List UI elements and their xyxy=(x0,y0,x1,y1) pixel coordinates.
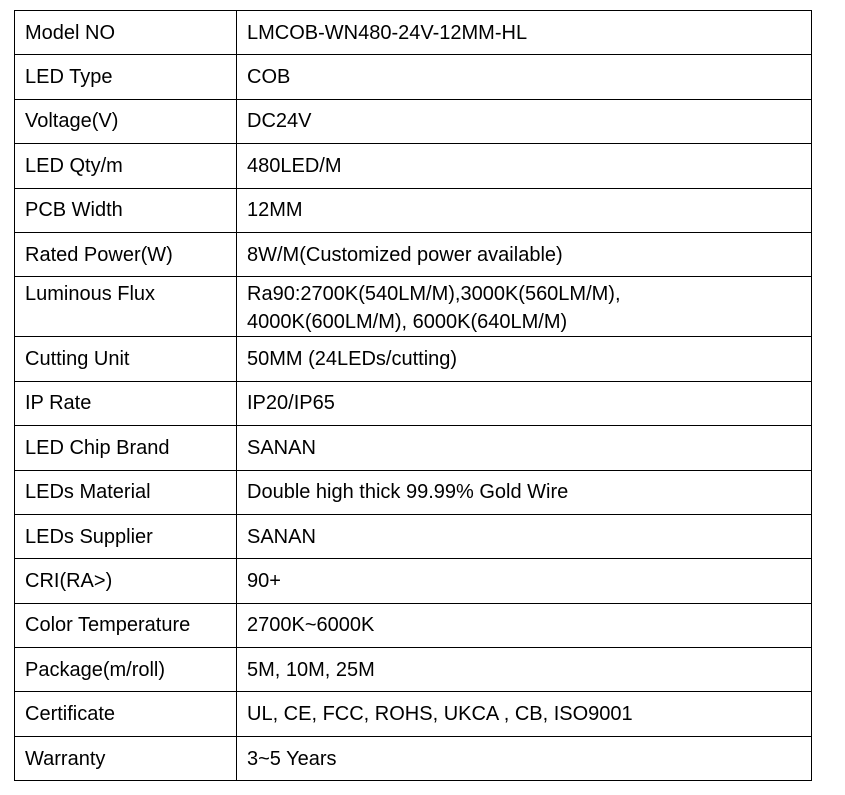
spec-value-line: 5M, 10M, 25M xyxy=(247,658,375,681)
table-row xyxy=(15,470,812,514)
spec-label: IP Rate xyxy=(15,381,237,425)
spec-table-body xyxy=(15,11,812,781)
table-row xyxy=(15,277,812,337)
spec-label: Color Temperature xyxy=(15,603,237,647)
spec-label: LED Qty/m xyxy=(15,144,237,188)
spec-label: LEDs Supplier xyxy=(15,514,237,558)
table-row xyxy=(15,188,812,232)
spec-label: Cutting Unit xyxy=(15,337,237,381)
spec-value-line: Double high thick 99.99% Gold Wire xyxy=(247,481,569,504)
spec-value xyxy=(237,11,812,55)
spec-value xyxy=(237,232,812,276)
spec-value xyxy=(237,188,812,232)
spec-value-line: Ra90:2700K(540LM/M),3000K(560LM/M), xyxy=(247,283,621,306)
spec-label: LED Type xyxy=(15,55,237,99)
spec-value xyxy=(237,603,812,647)
spec-value-line: 3~5 Years xyxy=(247,747,337,770)
spec-value xyxy=(237,559,812,603)
spec-label: Rated Power(W) xyxy=(15,232,237,276)
spec-value-line: 50MM (24LEDs/cutting) xyxy=(247,348,458,371)
spec-value-line: COB xyxy=(247,66,291,89)
table-row xyxy=(15,692,812,736)
spec-value xyxy=(237,692,812,736)
spec-value-line: IP20/IP65 xyxy=(247,392,335,415)
spec-value-line: 2700K~6000K xyxy=(247,614,375,637)
spec-label: LED Chip Brand xyxy=(15,426,237,470)
table-row xyxy=(15,559,812,603)
table-row xyxy=(15,648,812,692)
spec-label: Luminous Flux xyxy=(15,277,237,337)
table-row xyxy=(15,232,812,276)
spec-value-line: 90+ xyxy=(247,569,281,592)
spec-value-line: LMCOB-WN480-24V-12MM-HL xyxy=(247,21,528,44)
spec-value xyxy=(237,470,812,514)
spec-label: CRI(RA>) xyxy=(15,559,237,603)
spec-label: Model NO xyxy=(15,11,237,55)
table-row xyxy=(15,337,812,381)
spec-value-line: 4000K(600LM/M), 6000K(640LM/M) xyxy=(247,311,568,334)
spec-table xyxy=(14,10,812,781)
table-row xyxy=(15,144,812,188)
spec-value-line: 480LED/M xyxy=(247,154,342,177)
spec-value xyxy=(237,144,812,188)
spec-value xyxy=(237,514,812,558)
spec-value-line: 12MM xyxy=(247,199,303,222)
spec-value xyxy=(237,426,812,470)
spec-label: Certificate xyxy=(15,692,237,736)
spec-value-line: 8W/M(Customized power available) xyxy=(247,243,563,266)
table-row xyxy=(15,736,812,780)
table-row xyxy=(15,99,812,143)
spec-value xyxy=(237,337,812,381)
table-row xyxy=(15,11,812,55)
spec-value-line: DC24V xyxy=(247,110,312,133)
spec-value xyxy=(237,55,812,99)
spec-label: Warranty xyxy=(15,736,237,780)
spec-value-line: SANAN xyxy=(247,525,316,548)
table-row xyxy=(15,426,812,470)
spec-label: PCB Width xyxy=(15,188,237,232)
table-row xyxy=(15,381,812,425)
spec-value xyxy=(237,648,812,692)
spec-value-line: UL, CE, FCC, ROHS, UKCA , CB, ISO9001 xyxy=(247,703,633,726)
table-row xyxy=(15,55,812,99)
spec-label: Voltage(V) xyxy=(15,99,237,143)
spec-value xyxy=(237,736,812,780)
spec-value xyxy=(237,99,812,143)
table-row xyxy=(15,514,812,558)
spec-label: LEDs Material xyxy=(15,470,237,514)
spec-value-line: SANAN xyxy=(247,436,316,459)
spec-value xyxy=(237,277,812,337)
table-row xyxy=(15,603,812,647)
spec-value xyxy=(237,381,812,425)
spec-label: Package(m/roll) xyxy=(15,648,237,692)
